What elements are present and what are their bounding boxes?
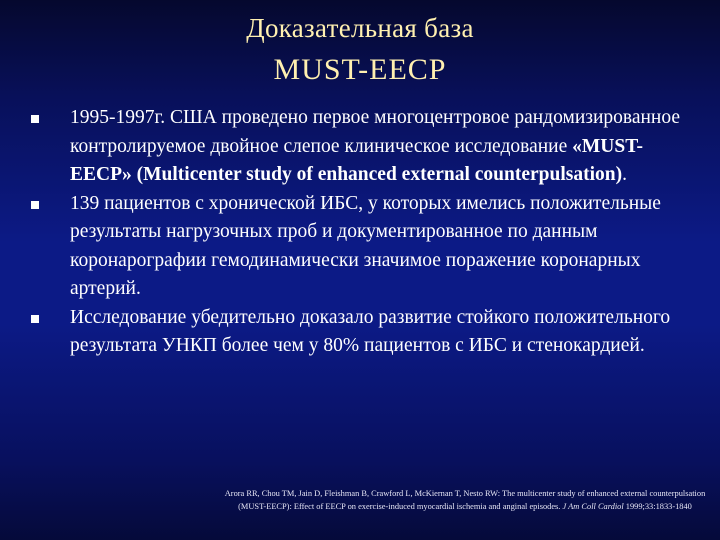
bullet-text: Исследование убедительно доказало развитие стойкого положительного результата УНКП более чем у 80% пациентов с ИБС и стенокардией. — [70, 306, 671, 356]
bullet-list — [28, 104, 700, 361]
bullet-text-end: . — [622, 164, 627, 185]
square-bullet-icon — [31, 315, 39, 323]
title-line-2: MUST-EECP — [273, 53, 447, 86]
square-bullet-icon — [31, 115, 39, 123]
bullet-item — [28, 304, 700, 361]
citation — [220, 487, 710, 513]
citation-details: 1999;33:1833-1840 — [623, 502, 692, 511]
bullet-item — [28, 190, 700, 304]
study-name: «MUST-EECP» (Multicenter study of enhanced external counterpulsation) — [70, 135, 643, 185]
citation-text: Arora RR, Chou TM, Jain D, Fleishman B, Crawford L, McKiernan T, Nesto RW: The multicenter study of enhanced external counterpulsation (MUST-EECP): Effect of EECP on exercise-induced myocardial ischemia and anginal episodes. — [224, 489, 706, 511]
title-line-1: Доказательная база — [246, 13, 474, 43]
bullet-text: 139 пациентов с хронической ИБС, у которых имелись положительные результаты нагрузочных проб и документированное по данным коронарографии гемодинамически значимое поражение коронарных артерий. — [70, 192, 661, 299]
slide-title — [0, 8, 720, 92]
bullet-item — [28, 104, 700, 190]
square-bullet-icon — [31, 201, 39, 209]
citation-journal: J Am Coll Cardiol — [562, 502, 624, 511]
bullet-text: 1995-1997г. США проведено первое многоцентровое рандомизированное контролируемое двойное слепое клиническое исследование — [70, 107, 681, 157]
